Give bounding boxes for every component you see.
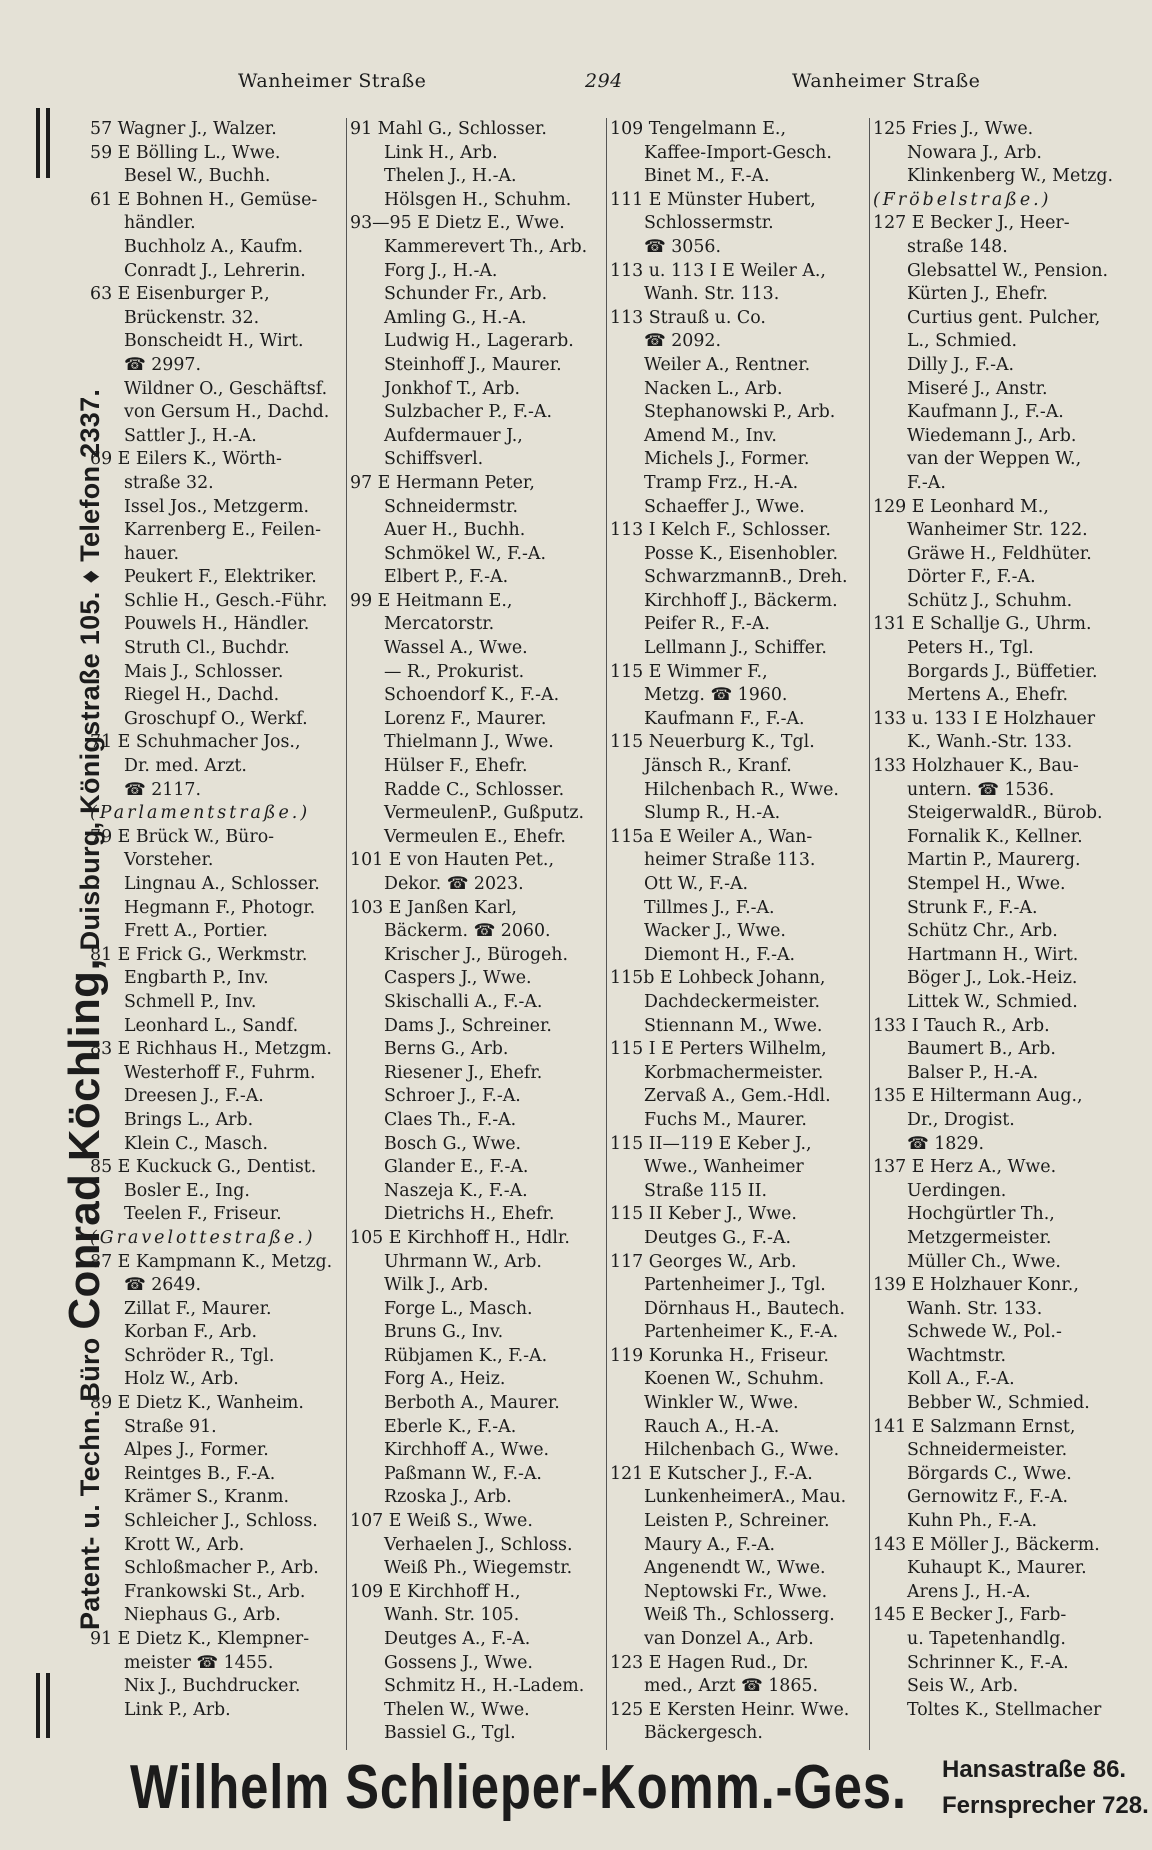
directory-entry-line: 121 E Kutscher J., F.-A. [610, 1463, 813, 1484]
directory-entry-line: Issel Jos., Metzgerm. [124, 496, 310, 517]
ad-prefix: Patent- u. Techn. Büro [75, 1337, 105, 1630]
directory-entry-line: Gernowitz F., F.-A. [907, 1487, 1069, 1508]
directory-column-1 [90, 118, 345, 1722]
directory-entry-line: Gräwe H., Feldhüter. [907, 543, 1092, 564]
directory-entry-line: Frankowski St., Arb. [124, 1581, 306, 1602]
directory-entry-line: Seis W., Arb. [907, 1676, 1019, 1697]
directory-entry-line: 83 E Richhaus H., Metzgm. [90, 1039, 332, 1060]
directory-entry-line: 145 E Becker J., Farb- [873, 1605, 1067, 1626]
directory-entry-line: Verhaelen J., Schloss. [384, 1534, 573, 1555]
directory-entry-line: ☎ 3056. [644, 236, 721, 257]
directory-entry-line: Mertens A., Ehefr. [907, 685, 1069, 706]
directory-entry-line: Ott W., F.-A. [644, 874, 749, 894]
directory-entry-line: Zervaß A., Gem.-Hdl. [644, 1086, 831, 1107]
ornament-bar [46, 1673, 50, 1738]
directory-entry-line: 115b E Lohbeck Johann, [610, 968, 826, 989]
directory-entry-line: Peukert F., Elektriker. [124, 567, 317, 588]
directory-entry-line: Bassiel G., Tgl. [384, 1723, 516, 1744]
directory-entry-line: Hegmann F., Photogr. [124, 897, 316, 918]
directory-entry-line: Frett A., Portier. [124, 921, 268, 942]
directory-entry-line: Hölsgen H., Schuhm. [384, 189, 572, 210]
directory-entry-line: Mercatorstr. [384, 614, 495, 635]
directory-entry-line: Leonhard L., Sandf. [124, 1015, 299, 1036]
directory-entry-line: Fornalik K., Kellner. [907, 826, 1083, 847]
directory-entry-line: Link P., Arb. [124, 1699, 231, 1720]
directory-entry-line: Pouwels H., Händler. [124, 614, 310, 635]
directory-entry-line: Deutges A., F.-A. [384, 1629, 531, 1649]
directory-entry-line: 115 E Wimmer F., [610, 661, 768, 682]
directory-entry-line: Hülser F., Ehefr. [384, 756, 528, 777]
directory-entry-line: Diemont H., F.-A. [644, 944, 796, 965]
directory-entry-line: Kammerevert Th., Arb. [384, 236, 588, 257]
directory-entry-line: Krischer J., Bürogeh. [384, 944, 568, 965]
directory-entry-line: Schloßmacher P., Arb. [124, 1558, 319, 1579]
directory-entry-line: (Gravelottestraße.) [90, 1227, 316, 1248]
directory-entry-line: Sulzbacher P., F.-A. [384, 402, 553, 423]
directory-entry-line: ☎ 2092. [644, 331, 721, 352]
directory-entry-line: Borgards J., Büffetier. [907, 661, 1098, 682]
directory-entry-line: 111 E Münster Hubert, [610, 189, 816, 210]
directory-entry-line: 105 E Kirchhoff H., Hdlr. [350, 1227, 570, 1248]
footer-phone: Fernsprecher 728. [942, 1792, 1149, 1819]
directory-entry-line: Vorsteher. [124, 850, 214, 871]
directory-entry-line: 109 E Kirchhoff H., [350, 1581, 521, 1602]
directory-entry-line: Riegel H., Dachd. [124, 685, 280, 706]
directory-entry-line: Korban F., Arb. [124, 1322, 258, 1343]
directory-entry-line: ☎ 2997. [124, 354, 201, 375]
directory-entry-line: 119 Korunka H., Friseur. [610, 1345, 829, 1366]
directory-entry-line: Martin P., Maurerg. [907, 850, 1081, 871]
directory-entry-line: Schaeffer J., Wwe. [644, 496, 805, 517]
directory-entry-line: Dr., Drogist. [907, 1109, 1015, 1130]
directory-entry-line: F.-A. [907, 472, 946, 493]
directory-entry-line: Amend M., Inv. [644, 425, 777, 446]
directory-entry-line: 59 E Bölling L., Wwe. [90, 142, 281, 163]
directory-entry-line: Stephanowski P., Arb. [644, 402, 836, 423]
directory-entry-line: 89 E Dietz K., Wanheim. [90, 1393, 304, 1414]
directory-entry-line: 133 u. 133 I E Holzhauer [873, 708, 1096, 729]
directory-entry-line: Weiß Ph., Wiegemstr. [384, 1558, 573, 1579]
directory-entry-line: 113 Strauß u. Co. [610, 307, 766, 328]
directory-entry-line: van der Weppen W., [907, 449, 1082, 470]
directory-entry-line: Mais J., Schlosser. [124, 661, 284, 682]
directory-entry-line: Zillat F., Maurer. [124, 1298, 272, 1319]
directory-entry-line: Schneidermstr. [384, 496, 518, 517]
directory-entry-line: Baumert B., Arb. [907, 1039, 1056, 1060]
directory-entry-line: hauer. [124, 543, 179, 564]
directory-entry-line: Eberle K., F.-A. [384, 1416, 517, 1437]
ornament-bar [36, 108, 40, 178]
directory-entry-line: 133 I Tauch R., Arb. [873, 1015, 1050, 1036]
directory-entry-line: Reintges B., F.-A. [124, 1463, 276, 1484]
footer-advertisement [130, 1752, 1149, 1842]
directory-entry-line: K., Wanh.-Str. 133. [907, 732, 1073, 753]
directory-entry-line: Glander E., F.-A. [384, 1157, 529, 1178]
directory-entry-line: Kürten J., Ehefr. [907, 284, 1048, 305]
directory-entry-line: Bosch G., Wwe. [384, 1133, 522, 1154]
directory-entry-line: Holz W., Arb. [124, 1369, 239, 1390]
directory-entry-line: — R., Prokurist. [384, 661, 525, 682]
directory-entry-line: 99 E Heitmann E., [350, 590, 513, 611]
directory-entry-line: Wanh. Str. 113. [644, 284, 780, 305]
directory-entry-line: Klinkenberg W., Metzg. [907, 166, 1114, 187]
directory-entry-line: Radde C., Schlosser. [384, 779, 565, 800]
directory-entry-line: Winkler W., Wwe. [644, 1393, 799, 1414]
directory-entry-line: Forg J., H.-A. [384, 260, 498, 281]
directory-entry-line: 127 E Becker J., Heer- [873, 213, 1070, 234]
directory-entry-line: Thielmann J., Wwe. [384, 732, 554, 753]
directory-entry-line: Littek W., Schmied. [907, 991, 1078, 1012]
directory-column-3 [610, 118, 870, 1746]
directory-entry-line: 85 E Kuckuck G., Dentist. [90, 1157, 317, 1178]
directory-entry-line: Deutges G., F.-A. [644, 1227, 792, 1248]
directory-entry-line: Steinhoff J., Maurer. [384, 354, 562, 375]
directory-entry-line: 69 E Eilers K., Wörth- [90, 449, 282, 470]
directory-entry-line: Börgards C., Wwe. [907, 1463, 1072, 1484]
directory-entry-line: Vermeulen E., Ehefr. [384, 826, 566, 847]
column-rule [346, 118, 347, 1750]
directory-entry-line: Schoendorf K., F.-A. [384, 685, 560, 706]
directory-entry-line: 91 E Dietz K., Klempner- [90, 1629, 310, 1649]
directory-entry-line: Dilly J., F.-A. [907, 354, 1015, 375]
directory-entry-line: Rzoska J., Arb. [384, 1487, 512, 1508]
directory-entry-line: 93—95 E Dietz E., Wwe. [350, 213, 565, 234]
directory-entry-line: Buchholz A., Kaufm. [124, 236, 304, 257]
directory-entry-line: Teelen F., Friseur. [124, 1204, 282, 1225]
directory-entry-line: 71 E Schuhmacher Jos., [90, 732, 301, 753]
ad-address-phone: Duisburg, Königstraße 105. ♦ Telefon 2337. [75, 388, 105, 951]
directory-entry-line: (Parlamentstraße.) [90, 803, 311, 824]
directory-entry-line: Schiffsverl. [384, 449, 484, 470]
directory-entry-line: Tramp Frz., H.-A. [644, 472, 799, 493]
directory-entry-line: Metzg. ☎ 1960. [644, 685, 788, 706]
directory-entry-line: Schmell P., Inv. [124, 991, 257, 1012]
directory-entry-line: Kuhn Ph., F.-A. [907, 1511, 1038, 1532]
directory-entry-line: 133 Holzhauer K., Bau- [873, 756, 1079, 777]
directory-entry-line: Kaufmann J., F.-A. [907, 402, 1064, 423]
directory-entry-line: Miseré J., Anstr. [907, 378, 1048, 399]
directory-entry-line: Paßmann W., F.-A. [384, 1463, 542, 1484]
directory-entry-line: Hochgürtler Th., [907, 1204, 1055, 1225]
directory-entry-line: 91 Mahl G., Schlosser. [350, 119, 547, 139]
ornament-bar [36, 1673, 40, 1738]
directory-entry-line: Groschupf O., Werkf. [124, 708, 308, 729]
directory-entry-line: 101 E von Hauten Pet., [350, 850, 554, 871]
directory-entry-line: 61 E Bohnen H., Gemüse- [90, 189, 318, 210]
directory-entry-line: Straße 91. [124, 1416, 217, 1437]
directory-entry-line: Krott W., Arb. [124, 1534, 245, 1555]
directory-entry-line: Kuhaupt K., Maurer. [907, 1558, 1087, 1579]
directory-entry-line: heimer Straße 113. [644, 850, 816, 871]
directory-entry-line: Korbmachermeister. [644, 1062, 824, 1083]
directory-entry-line: Niephaus G., Arb. [124, 1605, 281, 1626]
directory-entry-line: Schwede W., Pol.- [907, 1322, 1062, 1343]
directory-entry-line: Kirchhoff A., Wwe. [384, 1440, 550, 1461]
directory-entry-line: Westerhoff F., Fuhrm. [124, 1062, 316, 1083]
directory-entry-line: Wildner O., Geschäftsf. [124, 378, 328, 399]
directory-entry-line: Strunk F., F.-A. [907, 897, 1038, 918]
directory-entry-line: Riesener J., Ehefr. [384, 1062, 543, 1083]
directory-entry-line: straße 148. [907, 236, 1008, 257]
directory-entry-line: Karrenberg E., Feilen- [124, 520, 322, 541]
directory-entry-line: Stiennann M., Wwe. [644, 1015, 823, 1036]
directory-entry-line: Conradt J., Lehrerin. [124, 260, 306, 281]
directory-entry-line: meister ☎ 1455. [124, 1652, 274, 1673]
directory-entry-line: Maury A., F.-A. [644, 1534, 776, 1555]
directory-entry-line: ☎ 2649. [124, 1275, 201, 1296]
directory-entry-line: Dachdeckermeister. [644, 991, 821, 1012]
directory-entry-line: Kaufmann F., F.-A. [644, 708, 805, 729]
directory-entry-line: 57 Wagner J., Walzer. [90, 119, 277, 139]
directory-entry-line: von Gersum H., Dachd. [124, 402, 330, 423]
directory-entry-line: Hilchenbach G., Wwe. [644, 1440, 840, 1461]
footer-address: Hansastraße 86. [942, 1756, 1127, 1783]
directory-entry-line: Rauch A., H.-A. [644, 1416, 780, 1437]
directory-entry-line: Peifer R., F.-A. [644, 614, 770, 635]
directory-entry-line: Sattler J., H.-A. [124, 425, 257, 446]
directory-entry-line: Leisten P., Schreiner. [644, 1511, 830, 1532]
directory-entry-line: 63 E Eisenburger P., [90, 284, 270, 305]
directory-entry-line: Wiedemann J., Arb. [907, 425, 1077, 446]
directory-entry-line: Binet M., F.-A. [644, 166, 770, 187]
directory-entry-line: Bosler E., Ing. [124, 1180, 250, 1201]
directory-entry-line: Claes Th., F.-A. [384, 1109, 517, 1130]
directory-entry-line: Jonkhof T., Arb. [384, 378, 520, 399]
directory-entry-line: 87 E Kampmann K., Metzg. [90, 1251, 333, 1272]
directory-entry-line: ☎ 2117. [124, 779, 201, 800]
directory-entry-line: 115 II Keber J., Wwe. [610, 1204, 797, 1225]
directory-entry-line: Engbarth P., Inv. [124, 968, 269, 989]
directory-entry-line: Dörnhaus H., Bautech. [644, 1298, 845, 1319]
directory-entry-line: Krämer S., Kranm. [124, 1487, 290, 1508]
directory-entry-line: Angenendt W., Wwe. [644, 1558, 826, 1579]
directory-entry-line: Schmitz H., H.-Ladem. [384, 1676, 585, 1697]
directory-entry-line: Schroer J., F.-A. [384, 1086, 521, 1107]
directory-column-4 [873, 118, 1143, 1722]
directory-entry-line: Forge L., Masch. [384, 1298, 533, 1319]
directory-entry-line: Schunder Fr., Arb. [384, 284, 548, 305]
directory-entry-line: Auer H., Buchh. [384, 520, 526, 541]
directory-entry-line: 115 II—119 E Keber J., [610, 1133, 812, 1154]
directory-entry-line: Forg A., Heiz. [384, 1369, 506, 1390]
directory-entry-line: 115 I E Perters Wilhelm, [610, 1039, 827, 1060]
directory-entry-line: Skischalli A., F.-A. [384, 991, 543, 1012]
directory-entry-line: 109 Tengelmann E., [610, 119, 786, 139]
directory-entry-line: van Donzel A., Arb. [644, 1629, 814, 1649]
directory-entry-line: Hilchenbach R., Wwe. [644, 779, 839, 800]
directory-entry-line: Partenheimer K., F.-A. [644, 1322, 839, 1343]
directory-entry-line: Besel W., Buchh. [124, 166, 271, 187]
directory-entry-line: Gossens J., Wwe. [384, 1652, 533, 1673]
directory-entry-line: 123 E Hagen Rud., Dr. [610, 1652, 809, 1673]
column-rule [606, 118, 607, 1750]
directory-entry-line: Lellmann J., Schiffer. [644, 638, 827, 659]
directory-entry-line: Stempel H., Wwe. [907, 874, 1066, 894]
directory-entry-line: Tillmes J., F.-A. [644, 897, 775, 918]
directory-entry-line: Schleicher J., Schloss. [124, 1511, 318, 1532]
directory-entry-line: Alpes J., Former. [124, 1440, 269, 1461]
directory-entry-line: 129 E Leonhard M., [873, 496, 1049, 517]
directory-entry-line: Brings L., Arb. [124, 1109, 254, 1130]
directory-entry-line: 135 E Hiltermann Aug., [873, 1086, 1083, 1107]
directory-entry-line: Wanheimer Str. 122. [907, 520, 1088, 541]
directory-entry-line: 81 E Frick G., Werkmstr. [90, 944, 308, 965]
directory-entry-line: u. Tapetenhandlg. [907, 1629, 1066, 1649]
directory-entry-line: 113 I Kelch F., Schlosser. [610, 520, 831, 541]
directory-entry-line: händler. [124, 213, 196, 234]
directory-entry-line: Müller Ch., Wwe. [907, 1251, 1061, 1272]
directory-entry-line: Wassel A., Wwe. [384, 638, 528, 659]
directory-entry-line: Bonscheidt H., Wirt. [124, 331, 304, 352]
directory-entry-line: Wilk J., Arb. [384, 1275, 489, 1296]
directory-entry-line: Wachtmstr. [907, 1345, 1006, 1366]
ornament-bar [46, 108, 50, 178]
directory-entry-line: Slump R., H.-A. [644, 803, 781, 824]
directory-entry-line: Schlie H., Gesch.-Führ. [124, 590, 328, 611]
page-number: 294 [585, 70, 623, 92]
directory-entry-line: Bebber W., Schmied. [907, 1393, 1090, 1414]
directory-entry-line: Metzgermeister. [907, 1227, 1052, 1248]
directory-entry-line: Neptowski Fr., Wwe. [644, 1581, 828, 1602]
directory-entry-line: Schrinner K., F.-A. [907, 1652, 1069, 1673]
directory-entry-line: Berns G., Arb. [384, 1039, 509, 1060]
directory-entry-line: 143 E Möller J., Bäckerm. [873, 1534, 1100, 1555]
directory-entry-line: 115 Neuerburg K., Tgl. [610, 732, 815, 753]
directory-entry-line: Dams J., Schreiner. [384, 1015, 552, 1036]
directory-entry-line: Nix J., Buchdrucker. [124, 1676, 301, 1697]
directory-entry-line: untern. ☎ 1536. [907, 779, 1055, 800]
directory-entry-line: Uhrmann W., Arb. [384, 1251, 542, 1272]
directory-entry-line: Schmökel W., F.-A. [384, 543, 546, 564]
directory-entry-line: Dörter F., F.-A. [907, 567, 1036, 588]
directory-entry-line: Thelen W., Wwe. [384, 1699, 530, 1720]
directory-entry-line: Schütz Chr., Arb. [907, 921, 1058, 942]
directory-entry-line: 117 Georges W., Arb. [610, 1251, 797, 1272]
directory-entry-line: Dietrichs H., Ehefr. [384, 1204, 555, 1225]
directory-entry-line: Hartmann H., Wirt. [907, 944, 1079, 965]
directory-entry-line: 141 E Salzmann Ernst, [873, 1416, 1076, 1437]
directory-entry-line: Aufdermauer J., [384, 425, 523, 446]
directory-entry-line: SchwarzmannB., Dreh. [644, 567, 848, 588]
directory-entry-line: 139 E Holzhauer Konr., [873, 1275, 1079, 1296]
directory-entry-line: Wwe., Wanheimer [644, 1157, 804, 1178]
directory-entry-line: VermeulenP., Gußputz. [384, 803, 585, 824]
directory-entry-line: Arens J., H.-A. [907, 1581, 1031, 1602]
directory-entry-line: 137 E Herz A., Wwe. [873, 1157, 1057, 1178]
directory-entry-line: 113 u. 113 I E Weiler A., [610, 260, 826, 281]
directory-entry-line: Michels J., Former. [644, 449, 810, 470]
directory-entry-line: Glebsattel W., Pension. [907, 260, 1109, 281]
directory-entry-line: Wanh. Str. 133. [907, 1298, 1043, 1319]
directory-entry-line: Bäckergesch. [644, 1723, 763, 1744]
directory-entry-line: Bäckerm. ☎ 2060. [384, 921, 551, 942]
directory-entry-line: Dr. med. Arzt. [124, 756, 247, 777]
directory-entry-line: Bruns G., Inv. [384, 1322, 504, 1343]
running-head-right: Wanheimer Straße [792, 70, 981, 92]
directory-entry-line: Schütz J., Schuhm. [907, 590, 1073, 611]
directory-entry-line: 115a E Weiler A., Wan- [610, 826, 813, 847]
directory-entry-line: Posse K., Eisenhobler. [644, 543, 838, 564]
directory-entry-line: Straße 115 II. [644, 1180, 768, 1201]
directory-entry-line: 79 E Brück W., Büro- [90, 826, 275, 847]
directory-entry-line: Berboth A., Maurer. [384, 1393, 560, 1414]
directory-entry-line: 131 E Schallje G., Uhrm. [873, 614, 1092, 635]
directory-entry-line: Lingnau A., Schlosser. [124, 874, 320, 894]
directory-entry-line: 103 E Janßen Karl, [350, 897, 517, 918]
directory-entry-line: (Fröbelstraße.) [873, 189, 1052, 210]
directory-entry-line: Weiß Th., Schlosserg. [644, 1605, 835, 1626]
directory-entry-line: Dekor. ☎ 2023. [384, 874, 524, 894]
directory-entry-line: Curtius gent. Pulcher, [907, 307, 1101, 328]
directory-entry-line: Klein C., Masch. [124, 1133, 268, 1154]
directory-entry-line: Lorenz F., Maurer. [384, 708, 547, 729]
directory-entry-line: Weiler A., Rentner. [644, 354, 811, 375]
directory-entry-line: Toltes K., Stellmacher [907, 1699, 1102, 1720]
directory-entry-line: Brückenstr. 32. [124, 307, 260, 328]
directory-entry-line: Böger J., Lok.-Heiz. [907, 968, 1078, 989]
directory-entry-line: Peters H., Tgl. [907, 638, 1034, 659]
directory-entry-line: straße 32. [124, 472, 214, 493]
directory-entry-line: Kaffee-Import-Gesch. [644, 142, 832, 163]
directory-entry-line: ☎ 1829. [907, 1133, 984, 1154]
directory-entry-line: Fuchs M., Maurer. [644, 1109, 807, 1130]
directory-entry-line: Link H., Arb. [384, 142, 498, 163]
directory-entry-line: Dreesen J., F.-A. [124, 1086, 264, 1107]
directory-entry-line: 125 E Kersten Heinr. Wwe. [610, 1699, 850, 1720]
directory-entry-line: Uerdingen. [907, 1180, 1007, 1201]
directory-entry-line: Schlossermstr. [644, 213, 774, 234]
directory-entry-line: Kirchhoff J., Bäckerm. [644, 590, 838, 611]
directory-entry-line: 125 Fries J., Wwe. [873, 119, 1034, 139]
directory-entry-line: Jänsch R., Kranf. [644, 756, 792, 777]
directory-entry-line: Rübjamen K., F.-A. [384, 1345, 548, 1366]
directory-entry-line: Nacken L., Arb. [644, 378, 783, 399]
directory-entry-line: Struth Cl., Buchdr. [124, 638, 290, 659]
directory-entry-line: Caspers J., Wwe. [384, 968, 532, 989]
directory-entry-line: Balser P., H.-A. [907, 1062, 1039, 1083]
footer-company-name: Wilhelm Schlieper-Komm.-Ges. [130, 1753, 907, 1822]
directory-entry-line: L., Schmied. [907, 331, 1017, 352]
directory-entry-line: Wacker J., Wwe. [644, 921, 786, 942]
running-head-left: Wanheimer Straße [238, 70, 427, 92]
directory-entry-line: Schröder R., Tgl. [124, 1345, 275, 1366]
directory-entry-line: Partenheimer J., Tgl. [644, 1275, 826, 1296]
directory-entry-line: Schneidermeister. [907, 1440, 1068, 1461]
directory-entry-line: 97 E Hermann Peter, [350, 472, 535, 493]
directory-entry-line: Naszeja K., F.-A. [384, 1180, 528, 1201]
directory-entry-line: med., Arzt ☎ 1865. [644, 1676, 819, 1697]
directory-entry-line: Thelen J., H.-A. [384, 166, 517, 187]
directory-entry-line: Elbert P., F.-A. [384, 567, 509, 588]
directory-column-2 [350, 118, 605, 1746]
directory-entry-line: Nowara J., Arb. [907, 142, 1042, 163]
ad-company-name: Conrad Köchling, [60, 958, 109, 1330]
directory-entry-line: SteigerwaldR., Bürob. [907, 803, 1103, 824]
directory-entry-line: Amling G., H.-A. [384, 307, 527, 328]
directory-entry-line: LunkenheimerA., Mau. [644, 1487, 847, 1508]
directory-entry-line: Wanh. Str. 105. [384, 1605, 520, 1626]
directory-entry-line: Koenen W., Schuhm. [644, 1369, 825, 1390]
directory-entry-line: 107 E Weiß S., Wwe. [350, 1511, 533, 1532]
directory-entry-line: Koll A., F.-A. [907, 1369, 1015, 1390]
directory-entry-line: Ludwig H., Lagerarb. [384, 331, 574, 352]
